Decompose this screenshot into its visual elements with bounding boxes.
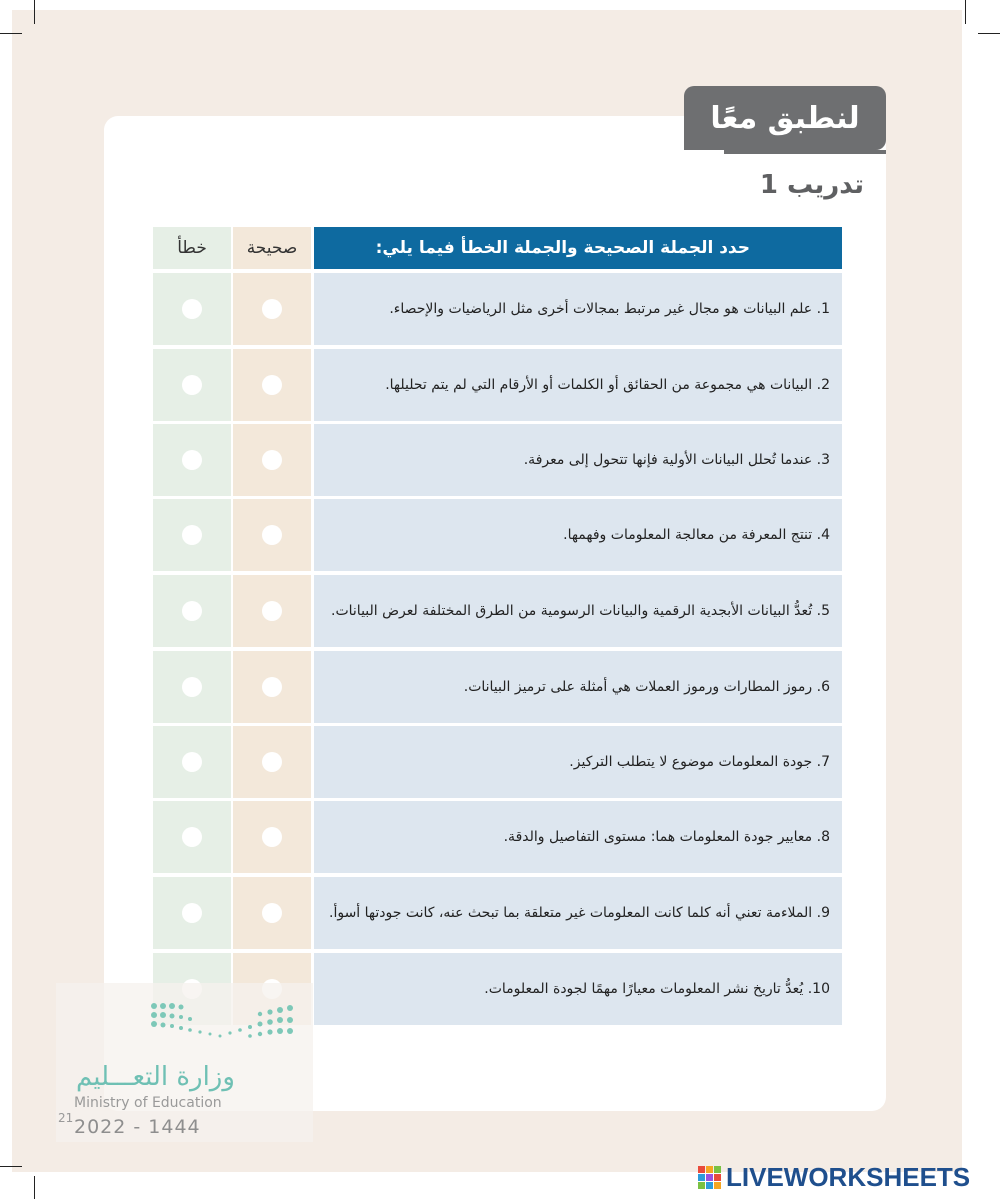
statement-text: 2. البيانات هي مجموعة من الحقائق أو الكلمات أو الأرقام التي لم يتم تحليلها.	[314, 349, 842, 421]
academic-years: 2022 - 1444	[74, 1116, 201, 1138]
ministry-name-ar: وزارة التعـــليم	[76, 1062, 235, 1092]
header-false: خطأ	[153, 227, 231, 269]
true-radio[interactable]	[262, 827, 282, 847]
statement-text: 8. معايير جودة المعلومات هما: مستوى التفاصيل والدقة.	[314, 801, 842, 873]
true-radio[interactable]	[262, 525, 282, 545]
table-row	[0, 801, 1000, 873]
table-row	[0, 499, 1000, 571]
false-cell	[153, 349, 231, 421]
liveworksheets-brand: LIVEWORKSHEETS	[726, 1162, 971, 1192]
true-cell	[233, 575, 311, 647]
crop-mark	[34, 1176, 35, 1199]
false-cell	[153, 499, 231, 571]
true-cell	[233, 273, 311, 345]
false-cell	[153, 575, 231, 647]
statement-text: 1. علم البيانات هو مجال غير مرتبط بمجالات أخرى مثل الرياضيات والإحصاء.	[314, 273, 842, 345]
statement-text: 10. يُعدُّ تاريخ نشر المعلومات معيارًا مهمًا لجودة المعلومات.	[314, 953, 842, 1025]
table-row	[0, 651, 1000, 723]
false-cell	[153, 726, 231, 798]
false-radio[interactable]	[182, 827, 202, 847]
true-radio[interactable]	[262, 601, 282, 621]
table-row	[0, 273, 1000, 345]
false-radio[interactable]	[182, 752, 202, 772]
true-radio[interactable]	[262, 752, 282, 772]
statement-text: 7. جودة المعلومات موضوع لا يتطلب التركيز.	[314, 726, 842, 798]
table-row	[0, 424, 1000, 496]
crop-mark	[0, 33, 22, 34]
true-cell	[233, 499, 311, 571]
section-title: لنطبق معًا	[684, 86, 886, 150]
false-cell	[153, 273, 231, 345]
true-cell	[233, 877, 311, 949]
false-radio[interactable]	[182, 450, 202, 470]
false-radio[interactable]	[182, 299, 202, 319]
true-cell	[233, 424, 311, 496]
true-radio[interactable]	[262, 903, 282, 923]
false-radio[interactable]	[182, 375, 202, 395]
false-cell	[153, 877, 231, 949]
statement-text: 5. تُعدُّ البيانات الأبجدية الرقمية والبيانات الرسومية من الطرق المختلفة لعرض البيانات.	[314, 575, 842, 647]
false-radio[interactable]	[182, 903, 202, 923]
false-radio[interactable]	[182, 601, 202, 621]
false-radio[interactable]	[182, 525, 202, 545]
liveworksheets-logo-icon	[698, 1166, 722, 1190]
statement-text: 4. تنتج المعرفة من معالجة المعلومات وفهمها.	[314, 499, 842, 571]
ministry-logo-icon	[148, 1000, 298, 1050]
statement-text: 9. الملاءمة تعني أنه كلما كانت المعلومات غير متعلقة بما تبحث عنه، كانت جودتها أسوأ.	[314, 877, 842, 949]
crop-mark	[965, 0, 966, 24]
crop-mark	[978, 33, 1000, 34]
exercise-label: تدريب 1	[759, 170, 864, 200]
page-number: 21	[58, 1111, 74, 1125]
true-cell	[233, 349, 311, 421]
true-cell	[233, 651, 311, 723]
header-true: صحيحة	[233, 227, 311, 269]
statement-text: 6. رموز المطارات ورموز العملات هي أمثلة على ترميز البيانات.	[314, 651, 842, 723]
true-cell	[233, 726, 311, 798]
true-radio[interactable]	[262, 450, 282, 470]
false-radio[interactable]	[182, 677, 202, 697]
table-row	[0, 575, 1000, 647]
false-cell	[153, 651, 231, 723]
true-radio[interactable]	[262, 375, 282, 395]
table-row	[0, 349, 1000, 421]
statement-text: 3. عندما تُحلل البيانات الأولية فإنها تتحول إلى معرفة.	[314, 424, 842, 496]
ministry-name-en: Ministry of Education	[74, 1095, 222, 1111]
crop-mark	[0, 1166, 22, 1167]
true-radio[interactable]	[262, 299, 282, 319]
header-question: حدد الجملة الصحيحة والجملة الخطأ فيما يلي:	[314, 227, 842, 269]
false-cell	[153, 801, 231, 873]
true-cell	[233, 801, 311, 873]
crop-mark	[34, 0, 35, 24]
table-row	[0, 726, 1000, 798]
false-cell	[153, 424, 231, 496]
true-radio[interactable]	[262, 677, 282, 697]
table-row	[0, 877, 1000, 949]
